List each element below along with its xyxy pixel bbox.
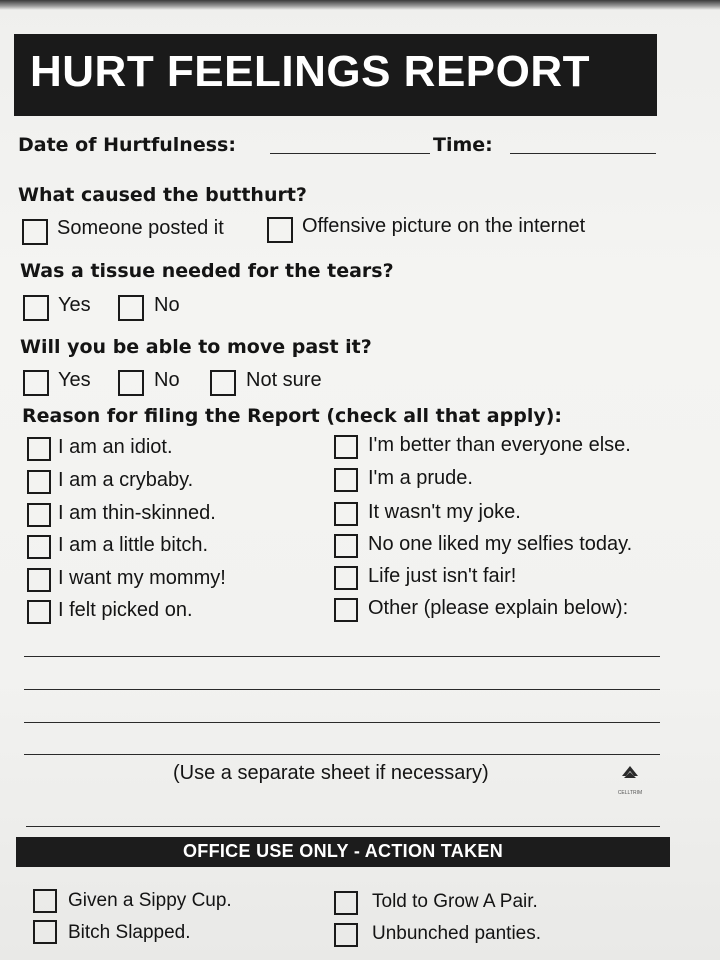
logo-text: CELLTRIM [617,790,643,796]
action-slapped: Bitch Slapped. [68,922,191,943]
checkbox-someone-posted[interactable] [22,219,48,245]
checkbox-reason-selfies[interactable] [334,534,358,558]
reason-right-5: Life just isn't fair! [368,565,517,587]
mountain-logo-icon [600,762,660,802]
checkbox-reason-not-my-joke[interactable] [334,502,358,526]
checkbox-move-not-sure[interactable] [210,370,236,396]
reason-right-4: No one liked my selfies today. [368,533,633,555]
office-use-banner [16,837,670,867]
checkbox-reason-picked-on[interactable] [27,600,51,624]
checkbox-reason-unfair[interactable] [334,566,358,590]
time-label: Time: [433,134,493,156]
checkbox-move-no[interactable] [118,370,144,396]
reason-left-6: I felt picked on. [58,599,193,621]
reason-right-1: I'm better than everyone else. [368,434,631,456]
checkbox-tissue-yes[interactable] [23,295,49,321]
checkbox-sippy-cup[interactable] [33,889,57,913]
option-move-not-sure: Not sure [246,369,322,391]
option-move-yes: Yes [58,369,91,391]
explanation-line-2[interactable] [24,689,660,690]
question-cause: What caused the butthurt? [18,184,307,206]
reason-right-2: I'm a prude. [368,467,473,489]
explanation-line-4[interactable] [24,754,660,755]
title-banner [14,34,657,116]
checkbox-grow-a-pair[interactable] [334,891,358,915]
reasons-heading: Reason for filing the Report (check all that apply): [22,405,563,427]
reason-right-6: Other (please explain below): [368,597,629,619]
checkbox-offensive-picture[interactable] [267,217,293,243]
reason-left-1: I am an idiot. [58,436,173,458]
checkbox-reason-prude[interactable] [334,468,358,492]
paper-top-shadow [0,0,720,10]
question-tissue: Was a tissue needed for the tears? [20,260,394,282]
option-move-no: No [154,369,180,391]
reason-left-2: I am a crybaby. [58,469,194,491]
office-use-heading: OFFICE USE ONLY - ACTION TAKEN [182,841,504,861]
checkbox-reason-other[interactable] [334,598,358,622]
signature-line[interactable] [26,826,660,827]
separate-sheet-note: (Use a separate sheet if necessary) [173,762,489,784]
checkbox-reason-mommy[interactable] [27,568,51,592]
report-title: HURT FEELINGS REPORT [30,47,591,96]
checkbox-reason-little[interactable] [27,535,51,559]
reason-left-4: I am a little bitch. [58,534,209,556]
date-label: Date of Hurtfulness: [18,134,236,156]
action-unbunched: Unbunched panties. [372,923,542,944]
option-tissue-yes: Yes [58,294,91,316]
option-offensive-picture: Offensive picture on the internet [302,215,586,237]
date-field[interactable] [270,153,430,154]
checkbox-reason-idiot[interactable] [27,437,51,461]
option-someone-posted: Someone posted it [57,217,224,239]
reason-left-5: I want my mommy! [58,567,226,589]
question-move-past: Will you be able to move past it? [20,336,372,358]
checkbox-unbunched[interactable] [334,923,358,947]
checkbox-slapped[interactable] [33,920,57,944]
action-grow-a-pair: Told to Grow A Pair. [372,891,538,912]
checkbox-reason-crybaby[interactable] [27,470,51,494]
checkbox-reason-thin-skinned[interactable] [27,503,51,527]
checkbox-move-yes[interactable] [23,370,49,396]
checkbox-reason-better[interactable] [334,435,358,459]
option-tissue-no: No [154,294,180,316]
explanation-line-3[interactable] [24,722,660,723]
action-sippy-cup: Given a Sippy Cup. [68,890,232,911]
time-field[interactable] [510,153,656,154]
checkbox-tissue-no[interactable] [118,295,144,321]
explanation-line-1[interactable] [24,656,660,657]
reason-right-3: It wasn't my joke. [368,501,521,523]
reason-left-3: I am thin-skinned. [58,502,216,524]
